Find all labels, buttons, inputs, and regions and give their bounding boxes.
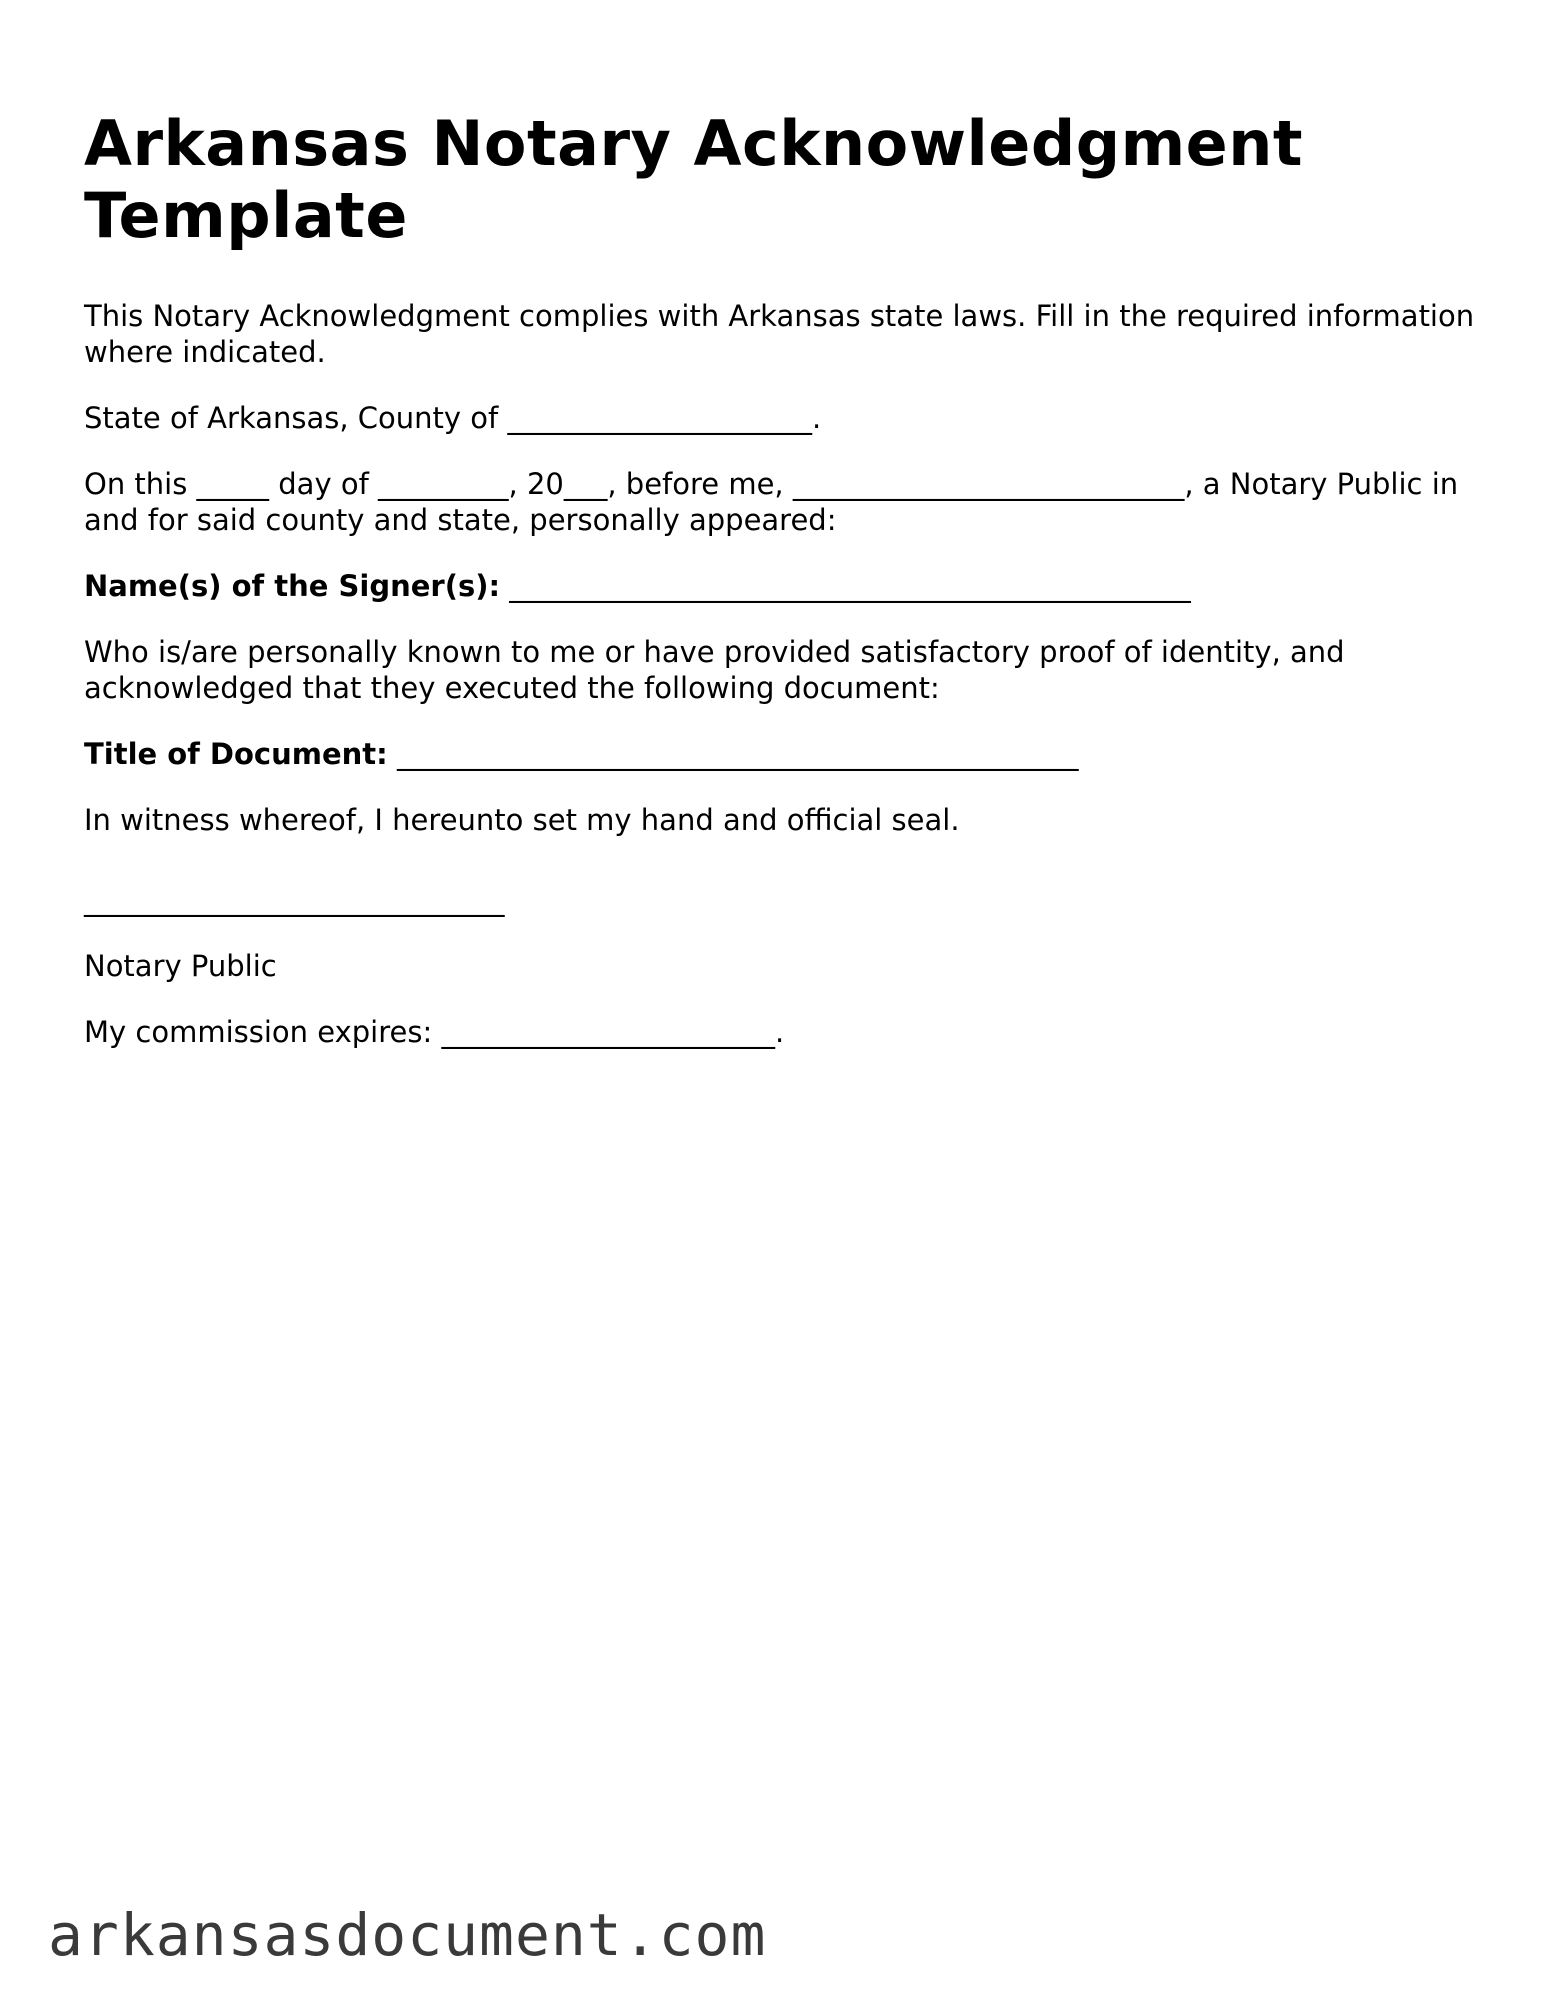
witness-paragraph: In witness whereof, I hereunto set my hand and official seal. xyxy=(84,803,960,837)
document-title-blank: _______________________________________________ xyxy=(396,737,1079,771)
document-page xyxy=(84,108,1484,1080)
signature-line: _____________________________ xyxy=(84,883,505,917)
county-line: State of Arkansas, County of _____________________. xyxy=(84,401,822,435)
watermark: arkansasdocument.com xyxy=(48,1901,767,1969)
commission-line: My commission expires: _______________________. xyxy=(84,1015,785,1049)
signers-line xyxy=(84,568,1484,604)
document-title-line xyxy=(84,736,1484,772)
date-line: On this _____ day of _________, 20___, before me, ___________________________, a Notary Public in and for said county and state, personally appeared: xyxy=(84,467,1459,537)
signers-blank: _______________________________________________ xyxy=(509,569,1191,603)
notary-public-label: Notary Public xyxy=(84,949,277,983)
document-title: Arkansas Notary Acknowledgment Template xyxy=(84,107,1304,252)
intro-paragraph: This Notary Acknowledgment complies with Arkansas state laws. Fill in the required information where indicated. xyxy=(84,299,1475,369)
signers-label: Name(s) of the Signer(s): xyxy=(84,569,501,603)
identity-paragraph: Who is/are personally known to me or have provided satisfactory proof of identity, and acknowledged that they executed the following document: xyxy=(84,635,1345,705)
document-title-label: Title of Document: xyxy=(84,737,388,771)
